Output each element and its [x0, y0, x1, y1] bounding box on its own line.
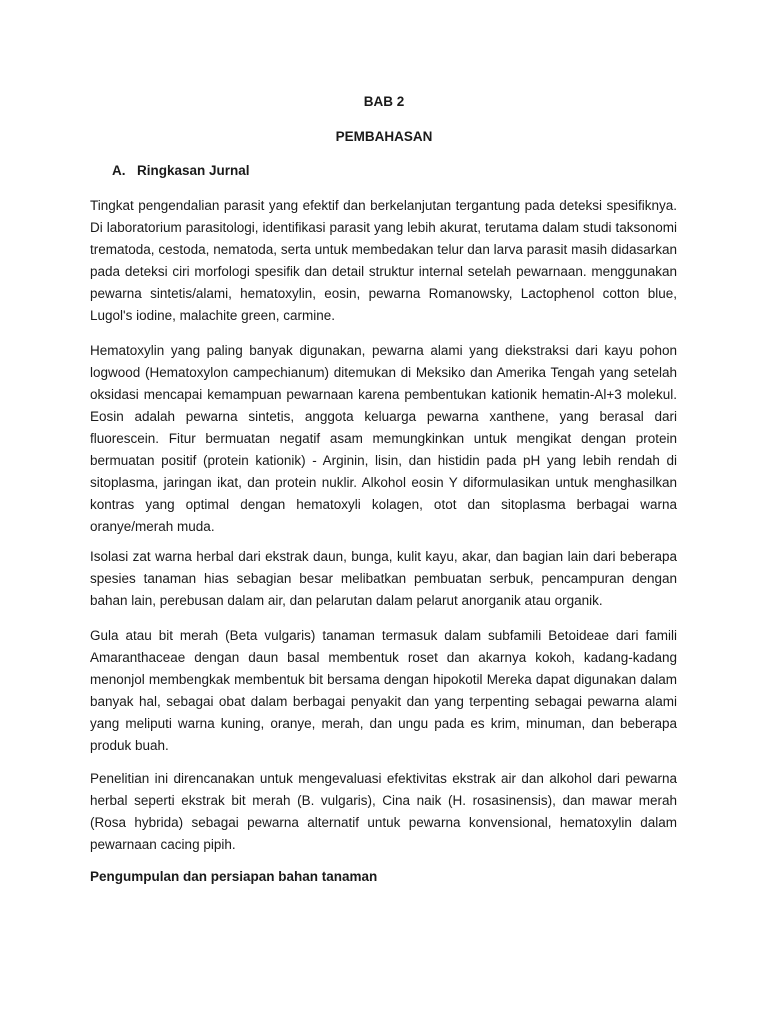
- paragraph: Isolasi zat warna herbal dari ekstrak daun, bunga, kulit kayu, akar, dan bagian lain dari beberapa spesies tanaman hias sebagian besar melibatkan pembuatan serbuk, pencampuran dengan bahan lain, perebusan dalam air, dan pelarutan dalam pelarut anorganik atau organik.: [90, 549, 677, 608]
- subheading: Pengumpulan dan persiapan bahan tanaman: [90, 869, 378, 884]
- paragraph: Hematoxylin yang paling banyak digunakan, pewarna alami yang diekstraksi dari kayu pohon logwood (Hematoxylon campechianum) ditemukan di Meksiko dan Amerika Tengah yang setelah oksidasi mencapai kemampuan pewarnaan karena pembentukan kationik hematin-Al+3 molekul. Eosin adalah pewarna sintetis, anggota keluarga pewarna xanthene, yang berasal dari fluorescein. Fitur bermuatan negatif asam memungkinkan untuk mengikat dengan protein bermuatan positif (protein kationik) - Arginin, lisin, dan histidin pada pH yang lebih rendah di sitoplasma, jaringan ikat, dan protein nuklir. Alkohol eosin Y diformulasikan untuk menghasilkan kontras yang optimal dengan hematoxyli kolagen, otot dan sitoplasma berbagai warna oranye/merah muda.: [90, 343, 677, 534]
- paragraph: Tingkat pengendalian parasit yang efektif dan berkelanjutan tergantung pada deteksi spesifiknya. Di laboratorium parasitologi, identifikasi parasit yang lebih akurat, terutama dalam studi taksonomi trematoda, cestoda, nematoda, serta untuk membedakan telur dan larva parasit masih didasarkan pada deteksi ciri morfologi spesifik dan detail struktur internal setelah pewarnaan. menggunakan pewarna sintetis/alami, hematoxylin, eosin, pewarna Romanowsky, Lactophenol cotton blue, Lugol's iodine, malachite green, carmine.: [90, 198, 677, 323]
- section-marker: A.: [112, 163, 126, 178]
- paragraph: Gula atau bit merah (Beta vulgaris) tanaman termasuk dalam subfamili Betoideae dari famili Amaranthaceae dengan daun basal membentuk roset dan akarnya kokoh, kadang-kadang menonjol membengkak membentuk bit bersama dengan hipokotil Mereka dapat digunakan dalam banyak hal, sebagai obat dalam berbagai penyakit dan yang terpenting sebagai pewarna alami yang meliputi warna kuning, oranye, merah, dan ungu pada es krim, minuman, dan beberapa produk buah.: [90, 628, 677, 753]
- chapter-title: PEMBAHASAN: [335, 129, 433, 144]
- chapter-label: BAB 2: [363, 94, 405, 109]
- section-title: Ringkasan Jurnal: [137, 163, 250, 178]
- paragraph: Penelitian ini direncanakan untuk mengevaluasi efektivitas ekstrak air dan alkohol dari pewarna herbal seperti ekstrak bit merah (B. vulgaris), Cina naik (H. rosasinensis), dan mawar merah (Rosa hybrida) sebagai pewarna alternatif untuk pewarna konvensional, hematoxylin dalam pewarnaan cacing pipih.: [90, 771, 677, 852]
- section-heading: [112, 163, 250, 178]
